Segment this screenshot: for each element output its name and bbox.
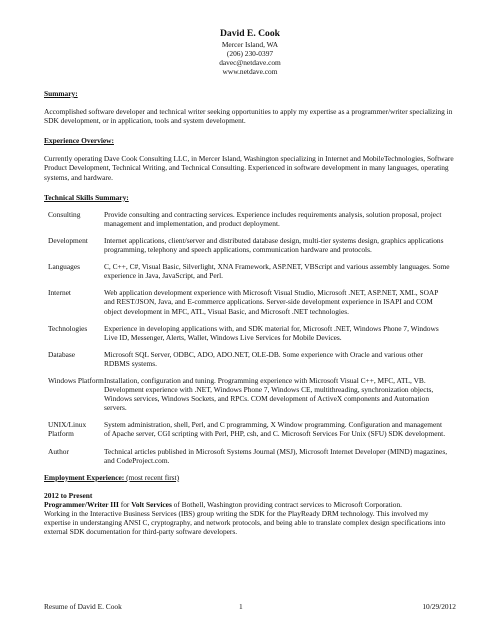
- employment-role-line: [44, 500, 456, 509]
- job-for: for: [118, 499, 132, 509]
- skill-description: Experience in developing applications with, and SDK material for, Microsoft .NET, Windows Phone 7, Windows Live ID, Messenger, Alerts, Wallet, Windows Live Services for Mobile Devices.: [104, 323, 439, 342]
- skill-category: Author: [48, 446, 69, 456]
- skill-description: Provide consulting and contracting services. Experience includes requirements analysis, solution proposal, project management and implementation, and product deployment.: [104, 209, 442, 228]
- footer-date: 10/29/2012: [422, 602, 456, 611]
- experience-overview-title: Experience Overview:: [44, 136, 114, 146]
- resume-header: [44, 28, 456, 76]
- candidate-name: David E. Cook: [220, 28, 280, 39]
- page-number: 1: [239, 602, 243, 611]
- skill-row: [44, 288, 456, 315]
- employment-period: 2012 to Present: [44, 490, 93, 500]
- job-title: Programmer/Writer III: [44, 499, 119, 509]
- skill-description: Web application development experience with Microsoft Visual Studio, Microsoft .NET, ASP.NET, XML, SOAP and REST/JSON, Java, and E-commerce applications. Server-side development experience in ISAPI and COM object development in MFC, ATL, Visual Basic, and Microsoft .NET technologies.: [104, 288, 439, 316]
- summary-title: Summary:: [44, 89, 78, 98]
- technical-skills-title: Technical Skills Summary:: [44, 192, 129, 202]
- page-footer: [44, 602, 456, 611]
- skill-row: [44, 376, 456, 412]
- skill-description: System administration, shell, Perl, and C programming, X Window programming. Configuration and management of Apache server, CGI scripting with Perl, PHP, csh, and C. Microsoft Services For Unix (SFU) SDK development.: [104, 420, 446, 439]
- skill-description: Internet applications, client/server and distributed database design, multi-tier systems design, graphics applications programming, telephony and speech applications, communication hardware and protocols.: [104, 235, 444, 255]
- employment-title: [44, 473, 456, 482]
- location: Mercer Island, WA: [221, 40, 279, 49]
- skill-row: [44, 210, 456, 228]
- skill-row: [44, 447, 456, 465]
- skill-description: Installation, configuration and tuning. Programming experience with Microsoft Visual C++, MFC, ATL, VB. Development experience with .NET, Windows Phone 7, Windows CE, multithreading, synchronization objects, Windows services, Windows Sockets, and RPCs. COM development of ActiveX components and Automation servers.: [104, 375, 434, 413]
- skill-description: Microsoft SQL Server, ODBC, ADO, ADO.NET, OLE-DB. Some experience with Oracle and various other RDBMS systems.: [104, 349, 423, 368]
- job-role-rest: of Bothell, Washington providing contract services to Microsoft Corporation.: [171, 499, 403, 509]
- skill-category: Database: [48, 349, 76, 359]
- footer-title: Resume of David E. Cook: [44, 602, 122, 611]
- resume-page: [44, 28, 456, 536]
- email: davec@netdave.com: [219, 58, 281, 67]
- skill-row: [44, 324, 456, 342]
- employment-title-text: Employment Experience:: [44, 472, 125, 482]
- skill-description: C, C++, C#, Visual Basic, Silverlight, XNA Framework, ASP.NET, VBScript and various assembly languages. Some experience in Java, JavaScript, and Perl.: [104, 262, 450, 281]
- employment-description: Working in the Interactive Business Services (IBS) group writing the SDK for the PlayReady DRM technology. This involved my expertise in understanging ANSI C, cryptography, and network protocols, and being able to translate complex design specifications into external SDK documentation for third-party software developers.: [44, 509, 446, 537]
- skills-table: [44, 210, 456, 465]
- phone: (206) 230-0397: [226, 49, 274, 58]
- skill-category: Languages: [48, 262, 81, 272]
- skill-description: Technical articles published in Microsoft Systems Journal (MSJ), Microsoft Internet Developer (MIND) magazines, and CodeProject.com.: [104, 446, 448, 465]
- skill-row: [44, 420, 456, 438]
- skill-category: Consulting: [48, 209, 81, 219]
- skill-row: [44, 262, 456, 280]
- website: www.netdave.com: [222, 67, 278, 76]
- skill-category: Technologies: [48, 323, 88, 333]
- skill-row: [44, 236, 456, 254]
- employment-note: (most recent first): [124, 472, 180, 482]
- skill-category: UNIX/Linux Platform: [48, 420, 87, 439]
- skill-row: [44, 350, 456, 368]
- summary-text: Accomplished software developer and technical writer seeking opportunities to apply my expertise as a programmer/writer specializing in SDK development, or in application, tools and system development.: [44, 107, 453, 126]
- skill-category: Development: [48, 235, 88, 245]
- skill-category: Internet: [48, 288, 71, 298]
- company-name: Volt Services: [131, 499, 172, 509]
- skill-category: Windows Platform: [48, 375, 104, 385]
- experience-overview-text: Currently operating Dave Cook Consulting LLC, in Mercer Island, Washington specializing in Internet and MobileTechnologies, Software Product Development, Technical Writing, and Technical Consulting. Experienced in software development in many languages, operating systems, and hardware.: [44, 154, 454, 182]
